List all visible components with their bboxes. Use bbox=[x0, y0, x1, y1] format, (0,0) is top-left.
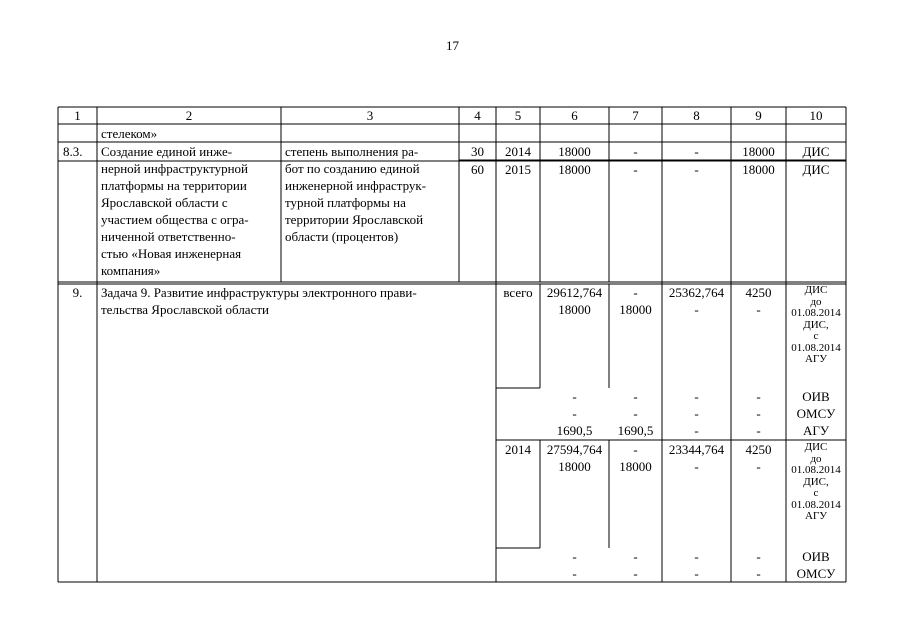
header-col-3: 3 bbox=[366, 108, 374, 123]
row-9-total-executor: ДИС до 01.08.2014 ДИС, с 01.08.2014 АГУ bbox=[791, 284, 841, 365]
row-9-total-sub2-c9: - bbox=[756, 406, 761, 421]
row-8-3-number: 8.3. bbox=[63, 144, 83, 159]
row-9-2014-executor: ДИС до 01.08.2014 ДИС, с 01.08.2014 АГУ bbox=[791, 441, 841, 522]
row-9-total-sub1-c6: - bbox=[572, 389, 577, 404]
row-8-3-line2-c7: - bbox=[633, 162, 638, 177]
row-8-3-line1-total: 18000 bbox=[558, 144, 591, 159]
row-8-3-line2-c9: 18000 bbox=[742, 162, 775, 177]
row-9-2014-c9: 4250 - bbox=[745, 442, 772, 474]
row-9-2014-sub1-c6: - bbox=[572, 549, 577, 564]
row-9-total-c7: - 18000 bbox=[619, 285, 652, 317]
row-9-total-sub2-c6: - bbox=[572, 406, 577, 421]
row-8-3-line1-c9: 18000 bbox=[742, 144, 775, 159]
row-9-total-c8: 25362,764 - bbox=[668, 285, 725, 317]
row-8-3-indicator: степень выполнения ра- бот по созданию единой инженерной инфраструк- турной платформы на территории Ярославской области (процентов) bbox=[285, 144, 427, 244]
row-8-3-line2-executor: ДИС bbox=[802, 162, 830, 177]
header-col-9: 9 bbox=[755, 108, 762, 123]
row-9-total-c9: 4250 - bbox=[745, 285, 772, 317]
row-9-2014-sub1-c9: - bbox=[756, 549, 761, 564]
row-9-2014-c6: 27594,764 18000 bbox=[546, 442, 603, 474]
row-8-3-line1-c7: - bbox=[633, 144, 638, 159]
row-9-2014-sub2-c6: - bbox=[572, 566, 577, 581]
row-9-total-sub2-c8: - bbox=[694, 406, 699, 421]
row-9-total-label: всего bbox=[503, 285, 533, 300]
row-9-total-sub3-c9: - bbox=[756, 423, 761, 438]
row-9-2014-sub2-c8: - bbox=[694, 566, 699, 581]
row-9-2014-sub2-c7: - bbox=[633, 566, 638, 581]
row-9-2014-sub1-c8: - bbox=[694, 549, 699, 564]
row-9-total-sub1-c8: - bbox=[694, 389, 699, 404]
row-9-2014-year: 2014 bbox=[505, 442, 531, 457]
header-col-7: 7 bbox=[632, 108, 639, 123]
row-8-3-line1-target: 30 bbox=[471, 144, 484, 159]
row-9-total-sub1-c7: - bbox=[633, 389, 638, 404]
row-9-total-sub3-c6: 1690,5 bbox=[556, 423, 593, 438]
row-9-total-sub1-executor: ОИВ bbox=[802, 389, 830, 404]
row-9-total-sub3-executor: АГУ bbox=[802, 423, 830, 438]
row-9-total-sub3-c7: 1690,5 bbox=[617, 423, 654, 438]
row-9-2014-sub1-c7: - bbox=[633, 549, 638, 564]
row-8-3-line2-total: 18000 bbox=[558, 162, 591, 177]
row-8-3-line2-c8: - bbox=[694, 162, 699, 177]
header-col-5: 5 bbox=[514, 108, 522, 123]
row-9-2014-sub2-executor: ОМСУ bbox=[796, 566, 836, 581]
header-col-4: 4 bbox=[474, 108, 481, 123]
header-col-1: 1 bbox=[74, 108, 81, 123]
row-8-3-line1-year: 2014 bbox=[505, 144, 531, 159]
row-8-3-line2-target: 60 bbox=[471, 162, 484, 177]
continuation-text: стелеком» bbox=[101, 126, 158, 141]
row-9-total-sub2-executor: ОМСУ bbox=[796, 406, 836, 421]
row-9-total-sub1-c9: - bbox=[756, 389, 761, 404]
row-9-total-c6: 29612,764 18000 bbox=[546, 285, 603, 317]
row-9-2014-sub1-executor: ОИВ bbox=[802, 549, 830, 564]
header-col-8: 8 bbox=[693, 108, 700, 123]
row-8-3-line2-year: 2015 bbox=[505, 162, 531, 177]
row-9-title: Задача 9. Развитие инфраструктуры электронного прави- тельства Ярославской области bbox=[101, 285, 417, 317]
page-number: 17 bbox=[446, 38, 459, 53]
row-9-2014-sub2-c9: - bbox=[756, 566, 761, 581]
row-8-3-line1-c8: - bbox=[694, 144, 699, 159]
row-9-2014-c7: - 18000 bbox=[619, 442, 652, 474]
header-col-6: 6 bbox=[571, 108, 578, 123]
row-8-3-event: Создание единой инже- нерной инфраструктурной платформы на территории Ярославской области с участием общества с огра- ниченной ответственно- стью «Новая инженерная компания» bbox=[101, 144, 249, 278]
header-col-2: 2 bbox=[185, 108, 193, 123]
row-9-total-sub2-c7: - bbox=[633, 406, 638, 421]
row-8-3-line1-executor: ДИС bbox=[802, 144, 830, 159]
header-col-10: 10 bbox=[809, 108, 823, 123]
row-9-total-sub3-c8: - bbox=[694, 423, 699, 438]
row-9-number: 9. bbox=[72, 285, 83, 300]
row-9-2014-c8: 23344,764 - bbox=[668, 442, 725, 474]
